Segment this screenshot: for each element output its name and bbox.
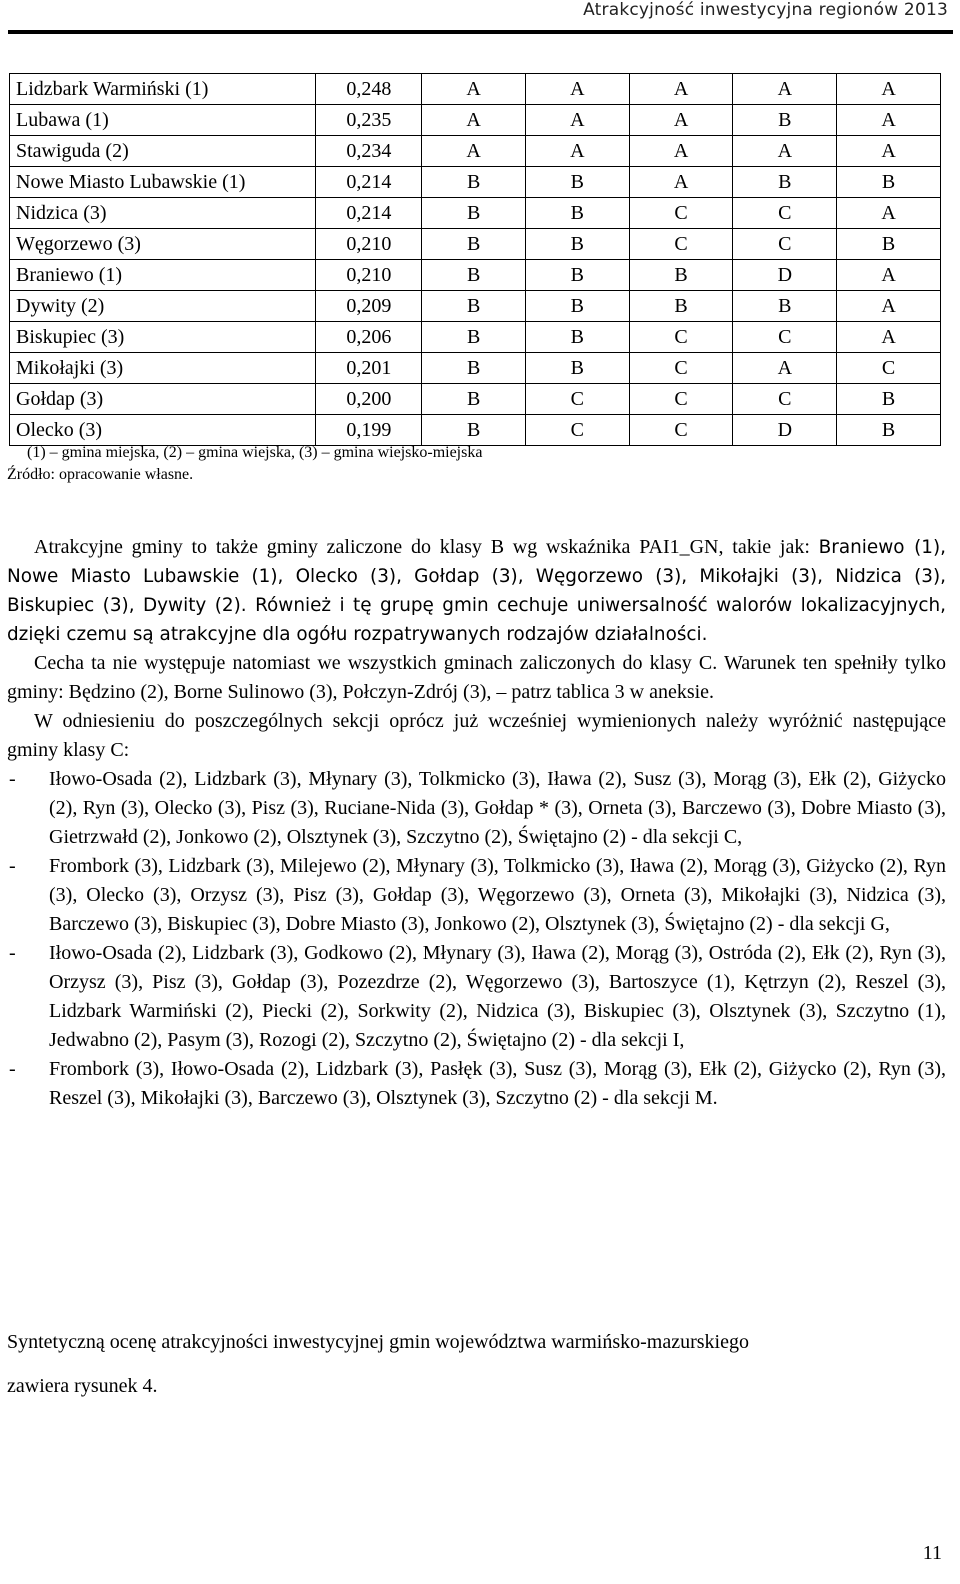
class-cell: A [629,167,733,198]
table-row [10,105,941,136]
list-item [7,765,946,852]
class-cell: C [629,353,733,384]
paragraph-class-b-summary: Również i tę grupę gmin cechuje uniwersalność walorów lokalizacyjnych, dzięki czemu są atrakcyjne dla ogółu rozpatrywanych rodzajów działalności. [7,595,946,645]
class-cell: C [629,322,733,353]
class-cell: B [525,291,629,322]
class-cell: A [837,105,941,136]
list-dash: - [9,1058,16,1080]
class-cell: C [629,229,733,260]
class-cell: B [733,291,837,322]
class-cell: B [837,229,941,260]
table-row [10,291,941,322]
paragraph-sections: W odniesieniu do poszczególnych sekcji oprócz już wcześniej wymienionych należy wyróżnić następujące gminy klasy C: [7,710,946,761]
paragraph-class-b-intro: Atrakcyjne gminy to także gminy zaliczone do klasy B wg wskaźnika PAI1_GN, takie jak: [34,536,810,558]
table-row [10,74,941,105]
class-cell: C [629,198,733,229]
class-cell: A [629,74,733,105]
class-cell: B [422,322,526,353]
class-cell: C [733,384,837,415]
paragraph-class-c: Cecha ta nie występuje natomiast we wszystkich gminach zaliczonych do klasy C. Warunek ten spełniły tylko gminy: Będzino (2), Borne Sulinowo (3), Połczyn-Zdrój (3), – patrz tablica 3 w aneksie. [7,652,946,703]
class-cell: C [525,415,629,446]
paragraph-class-b-list: Braniewo (1), Nowe Miasto Lubawskie (1), Olecko (3), Gołdap (3), Węgorzewo (3), Mikołajki (3), Nidzica (3), Biskupiec (3), Dywity (2). [7,537,947,616]
class-cell: B [733,105,837,136]
table-row [10,167,941,198]
index-value-cell: 0,248 [316,74,422,105]
index-value-cell: 0,199 [316,415,422,446]
class-cell: A [837,322,941,353]
class-cell: A [837,74,941,105]
gmina-name-cell: Biskupiec (3) [10,322,316,353]
class-cell: D [733,260,837,291]
class-cell: B [422,415,526,446]
class-cell: B [837,415,941,446]
page-number: 11 [922,1542,942,1564]
class-cell: B [422,198,526,229]
gmina-name-cell: Gołdap (3) [10,384,316,415]
class-cell: B [525,229,629,260]
list-dash: - [9,855,16,877]
gmina-name-cell: Nidzica (3) [10,198,316,229]
class-cell: A [629,136,733,167]
list-item [7,852,946,939]
class-cell: A [525,136,629,167]
list-item-text: Iłowo-Osada (2), Lidzbark (3), Młynary (3), Tolkmicko (3), Iława (2), Susz (3), Morąg (3), Ełk (2), Giżycko (2), Ryn (3), Olecko (3), Pisz (3), Ruciane-Nida (3), Gołdap * (3), Orneta (3), Barczewo (3), Dobre Miasto (3), Gietrzwałd (2), Jonkowo (2), Olsztynek (3), Szczytno (2), Świętajno (2) - dla sekcji C, [49,768,946,848]
class-cell: A [733,136,837,167]
class-cell: B [629,291,733,322]
class-cell: B [422,291,526,322]
list-dash: - [9,942,16,964]
source-note: Źródło: opracowanie własne. [7,466,194,483]
class-cell: A [422,136,526,167]
class-cell: D [733,415,837,446]
class-cell: B [525,167,629,198]
gmina-name-cell: Węgorzewo (3) [10,229,316,260]
class-cell: A [422,74,526,105]
list-item [7,1055,946,1113]
class-cell: B [422,384,526,415]
class-cell: A [629,105,733,136]
closing-paragraph [7,1320,946,1408]
class-cell: C [629,384,733,415]
class-cell: B [422,167,526,198]
class-cell: B [525,353,629,384]
class-cell: C [733,198,837,229]
paragraph-class-b [7,533,946,649]
gmina-name-cell: Mikołajki (3) [10,353,316,384]
gmina-name-cell: Nowe Miasto Lubawskie (1) [10,167,316,198]
index-value-cell: 0,214 [316,198,422,229]
class-cell: A [733,353,837,384]
index-value-cell: 0,209 [316,291,422,322]
class-cell: A [837,291,941,322]
class-cell: C [837,353,941,384]
running-header: Atrakcyjność inwestycyjna regionów 2013 [583,0,948,20]
list-item [7,939,946,1055]
class-cell: A [525,74,629,105]
class-cell: A [422,105,526,136]
class-cell: C [733,229,837,260]
class-cell: B [837,167,941,198]
index-value-cell: 0,214 [316,167,422,198]
table-row [10,384,941,415]
index-value-cell: 0,234 [316,136,422,167]
class-cell: B [525,198,629,229]
table-row [10,322,941,353]
ranking-table [9,73,941,446]
index-value-cell: 0,206 [316,322,422,353]
class-cell: A [837,260,941,291]
index-value-cell: 0,210 [316,260,422,291]
class-cell: B [837,384,941,415]
class-cell: B [422,353,526,384]
gmina-name-cell: Olecko (3) [10,415,316,446]
list-item-text: Frombork (3), Lidzbark (3), Milejewo (2), Młynary (3), Tolkmicko (3), Iława (2), Morąg (3), Giżycko (2), Ryn (3), Olecko (3), Orzysz (3), Pisz (3), Gołdap (3), Węgorzewo (3), Orneta (3), Mikołajki (3), Nidzica (3), Barczewo (3), Biskupiec (3), Dobre Miasto (3), Jonkowo (2), Olsztynek (3), Świętajno (2) - dla sekcji G, [49,855,946,935]
table-row [10,353,941,384]
section-list [7,765,946,1113]
table-row [10,198,941,229]
index-value-cell: 0,210 [316,229,422,260]
list-item-text: Frombork (3), Iłowo-Osada (2), Lidzbark (3), Pasłęk (3), Susz (3), Morąg (3), Ełk (2), Giżycko (2), Ryn (3), Reszel (3), Mikołajki (3), Barczewo (3), Olsztynek (3), Szczytno (2) - dla sekcji M. [49,1058,946,1109]
class-cell: C [629,415,733,446]
class-cell: A [525,105,629,136]
table-row [10,260,941,291]
closing-line-2: zawiera rysunek 4. [7,1375,158,1397]
index-value-cell: 0,201 [316,353,422,384]
gmina-name-cell: Lidzbark Warmiński (1) [10,74,316,105]
class-cell: A [733,74,837,105]
header-rule [8,30,953,34]
body-text [7,533,946,1113]
class-cell: B [525,260,629,291]
table-body [10,74,941,446]
class-cell: C [733,322,837,353]
table-row [10,229,941,260]
list-dash: - [9,768,16,790]
index-value-cell: 0,235 [316,105,422,136]
index-value-cell: 0,200 [316,384,422,415]
gmina-name-cell: Lubawa (1) [10,105,316,136]
gmina-name-cell: Dywity (2) [10,291,316,322]
table-row [10,136,941,167]
list-item-text: Iłowo-Osada (2), Lidzbark (3), Godkowo (2), Młynary (3), Iława (2), Morąg (3), Ostróda (2), Ełk (2), Ryn (3), Orzysz (3), Pisz (3), Gołdap (3), Pozezdrze (2), Węgorzewo (3), Bartoszyce (1), Kętrzyn (2), Reszel (3), Lidzbark Warmiński (2), Piecki (2), Sorkwity (2), Nidzica (3), Biskupiec (3), Olsztynek (3), Szczytno (1), Jedwabno (2), Pasym (3), Rozogi (2), Szczytno (2), Świętajno (2) - dla sekcji I, [49,942,946,1051]
gmina-name-cell: Braniewo (1) [10,260,316,291]
table-row [10,415,941,446]
class-cell: B [733,167,837,198]
gmina-name-cell: Stawiguda (2) [10,136,316,167]
class-cell: A [837,136,941,167]
class-cell: A [837,198,941,229]
table-note: (1) – gmina miejska, (2) – gmina wiejska, (3) – gmina wiejsko-miejska [27,444,483,461]
class-cell: B [525,322,629,353]
class-cell: C [525,384,629,415]
closing-line-1: Syntetyczną ocenę atrakcyjności inwestycyjnej gmin województwa warmińsko-mazurskiego [7,1331,749,1353]
class-cell: B [629,260,733,291]
class-cell: B [422,229,526,260]
class-cell: B [422,260,526,291]
